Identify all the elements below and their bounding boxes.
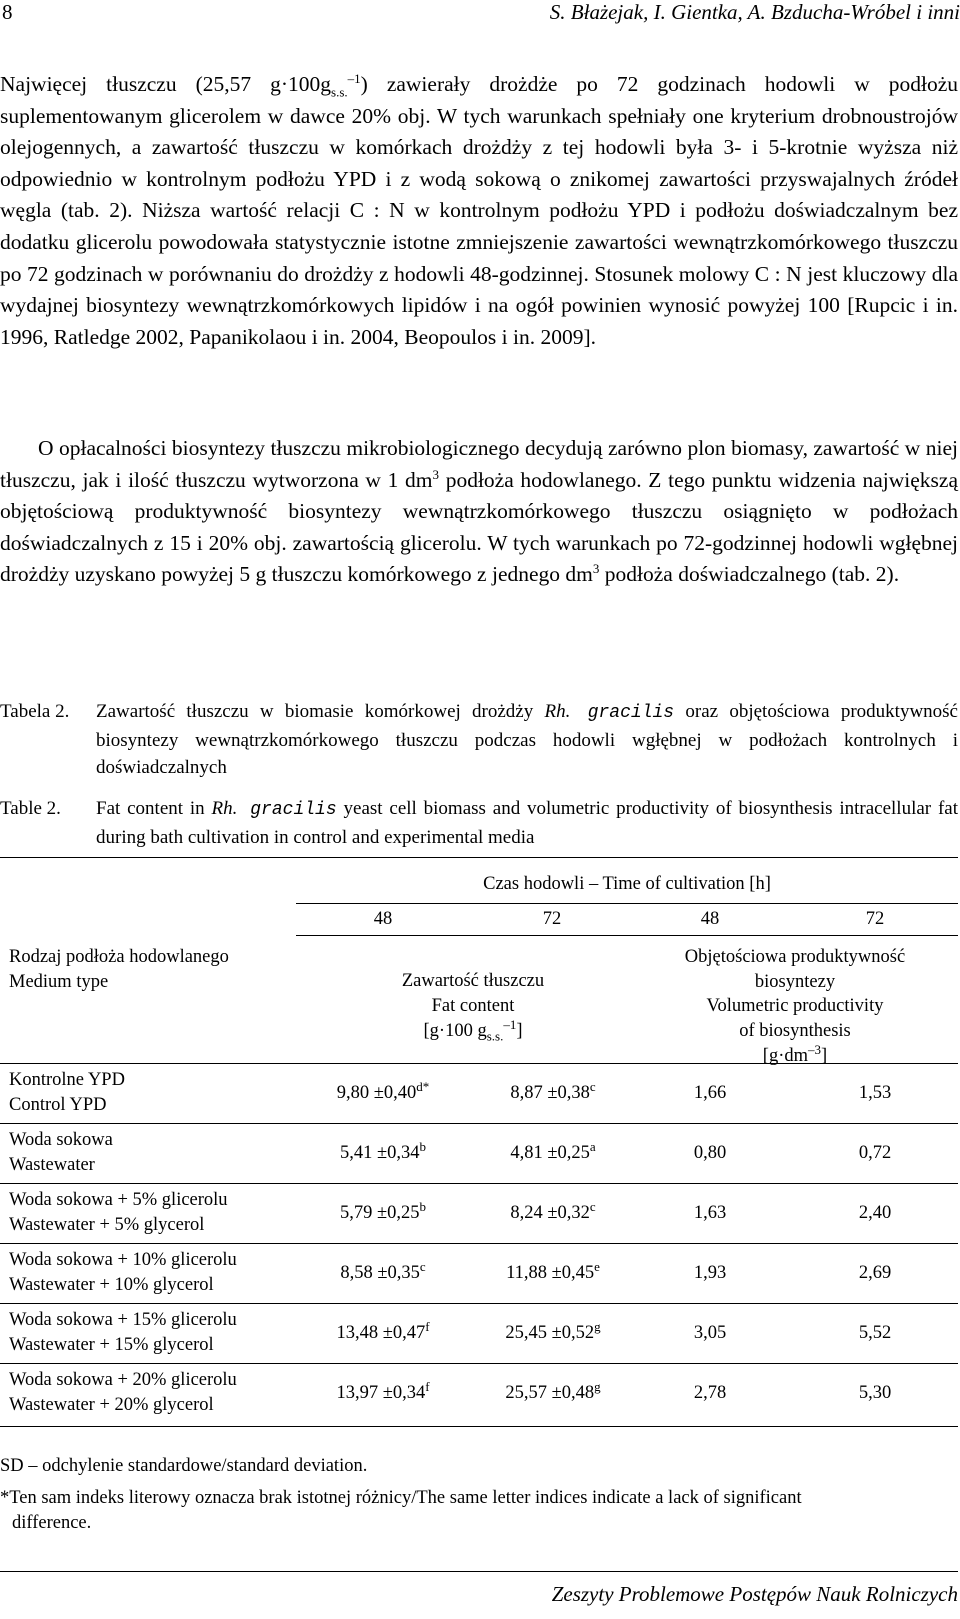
fat-header-l1: Zawartość tłuszczu [401, 971, 545, 991]
times-rule [296, 935, 958, 936]
row-prod-72: 1,53 [858, 1083, 892, 1103]
row-fat-72: 11,88 ±0,45$^e$ [506, 1258, 600, 1283]
journal-footer: Zeszyty Problemowe Postępów Nauk Rolniczych [551, 1582, 958, 1606]
row-prod-48: 1,66 [693, 1083, 727, 1103]
row-medium-pl: Woda sokowa [9, 1130, 113, 1150]
footer-rule [0, 1571, 958, 1572]
prod-header-l2: biosyntezy [754, 972, 836, 992]
row-fat-48: 8,58 ±0,35$^c$ [340, 1258, 426, 1283]
time-header-rule [296, 903, 958, 904]
row-prod-48: 0,80 [693, 1143, 727, 1163]
paragraph-2: O opłacalności biosyntezy tłuszczu mikrobiologicznego decydują zarówno plon biomasy, zawartość w niej tłuszczu, jak i ilość tłuszczu wytworzona w 1 $dm^3$ podłoża hodowlanego. Z tego punktu widzenia największą objętościową produktywność biosyntezy wewnątrzkomórkowego tłuszczu osiągnięto w podłożach doświadczalnych z 15 i 20% obj. zawartością glicerolu. W tych warunkach po 72-godzinnej hodowli wgłębnej drożdży uzyskano powyżej 5 g tłuszczu komórkowego z jednego $dm^3$ podłoża doświadczalnego (tab. 2). [0, 436, 958, 587]
row-fat-72: 8,24 ±0,32$^c$ [510, 1198, 596, 1223]
row-medium-en: Wastewater + 20% glycerol [9, 1395, 214, 1415]
row-prod-48: 1,63 [693, 1203, 727, 1223]
row-fat-48: 13,48 ±0,47$^f$ [336, 1318, 430, 1343]
row-prod-72: 2,40 [858, 1203, 892, 1223]
row-prod-48: 3,05 [693, 1323, 727, 1343]
page-number: 8 [2, 0, 13, 24]
medium-header-pl: Rodzaj podłoża hodowlanego [9, 947, 229, 967]
prod-header-l4: of biosynthesis [739, 1021, 851, 1041]
row-fat-48: 5,79 ±0,25$^b$ [339, 1198, 427, 1223]
time-prod-72: 72 [865, 909, 885, 929]
row-prod-48: 1,93 [693, 1263, 727, 1283]
row-medium-pl: Woda sokowa + 15% glicerolu [9, 1310, 237, 1330]
time-fat-48: 48 [373, 909, 393, 929]
row-prod-72: 0,72 [858, 1143, 892, 1163]
row-medium-en: Wastewater + 15% glycerol [9, 1335, 214, 1355]
fat-header-unit: [g·100 $g_{s.s.}^{-1}$] [423, 1016, 523, 1044]
row-fat-72: 25,45 ±0,52$^g$ [505, 1318, 601, 1343]
row-fat-72: 25,57 ±0,48$^g$ [505, 1378, 601, 1403]
row-medium-pl: Kontrolne YPD [9, 1070, 125, 1090]
running-head-authors: S. Błażejak, I. Gientka, A. Bzducha-Wróbel i inni [549, 0, 960, 24]
prod-header-l1: Objętościowa produktywność [684, 947, 906, 967]
table-top-rule [0, 857, 958, 858]
row-fat-72: 4,81 ±0,25$^a$ [510, 1138, 596, 1163]
row-prod-72: 5,52 [858, 1323, 892, 1343]
row-fat-48: 13,97 ±0,34$^f$ [336, 1378, 430, 1403]
time-prod-48: 48 [700, 909, 720, 929]
row-medium-pl: Woda sokowa + 10% glicerolu [9, 1250, 237, 1270]
row-prod-72: 2,69 [858, 1263, 892, 1283]
table-bottom-rule [0, 1426, 958, 1427]
row-medium-pl: Woda sokowa + 5% glicerolu [9, 1190, 228, 1210]
row-prod-72: 5,30 [858, 1383, 892, 1403]
prod-header-l3: Volumetric productivity [706, 996, 884, 1016]
row-fat-72: 8,87 ±0,38$^c$ [510, 1078, 596, 1103]
note-letters-l2: difference. [12, 1513, 92, 1533]
row-medium-en: Wastewater + 10% glycerol [9, 1275, 214, 1295]
row-rule-3 [0, 1243, 958, 1244]
time-header: Czas hodowli – Time of cultivation [h] [483, 874, 771, 894]
page: 8 S. Błażejak, I. Gientka, A. Bzducha-Wróbel i inni Najwięcej tłuszczu (25,57 $g\cdot 100g_{s.s.}^{-1}$) zawierały drożdże po 72 godzinach hodowli w podłożu suplementowanym glicerolem w dawce 20% obj. W tych warunkach spełniały one kryterium drobnoustrojów olejogennych, a zawartość tłuszczu w komórkach drożdży z tej hodowli była 3- i 5-krotnie wyższa niż odpowiednio w kontrolnym podłożu YPD i z wodą sokową o znikomej zawartości przyswajalnych źródeł węgla (tab. 2). Niższa wartość relacji C : N w kontrolnym podłożu YPD i podłożu doświadczalnym bez dodatku glicerolu powodowała statystycznie istotne zmniejszenie zawartości wewnątrzkomórkowego tłuszczu po 72 godzinach w porównaniu do drożdży z hodowli 48-godzinnej. Stosunek molowy C : N jest kluczowy dla wydajnej biosyntezy wewnątrzkomórkowych lipidów i na ogół powinien wynosić powyżej 100 [Rupcic i in. 1996, Ratledge 2002, Papanikolaou i in. 2004, Beopoulos i in. 2009]. O opłacalności biosyntezy tłuszczu mikrobiologicznego decydują zarówno plon biomasy, zawartość w niej tłuszczu, jak i ilość tłuszczu wytworzona w 1 $dm^3$ podłoża hodowlanego. Z tego punktu widzenia największą objętościową produktywność biosyntezy wewnątrzkomórkowego tłuszczu osiągnięto w podłożach doświadczalnych z 15 i 20% obj. zawartością glicerolu. W tych warunkach po 72-godzinnej hodowli wgłębnej drożdży uzyskano powyżej 5 g tłuszczu komórkowego z jednego $dm^3$ podłoża doświadczalnego (tab. 2). Tabela 2. Zawartość tłuszczu w biomasie komórkowej drożdży Rh. gracilis oraz objętościowa produktywność biosyntezy wewnątrzkomórkowego tłuszczu podczas hodowli wgłębnej w podłożach kontrolnych i doświadczalnych Table 2. Fat content in Rh. gracilis yeast cell biomass and volumetric productivity of biosynthesis intracellular fat during bath cultivation in control and experimental media Czas hodowli – Time of cultivation [h] 48 72 48 72 Rodzaj podłoża hodowlanego Medium type Zawartość tłuszczu Fat content [g·100 $g_{s.s.}^{-1}$] Objętościowa produktywność biosyntezy Volumetric productivity of biosynthesis $[g\cdot dm^{-3}]$ Kontrolne YPD Control YPD $9,80 \pm 0,40^{d*}$ 8,87 ±0,38$^c$ 1,66 1,53 Woda sokowa Wastewater 5,41 ±0,34$^b$ 4,81 ±0,25$^a$ 0,80 0,72 Woda sokowa + 5% glicerolu Wastewater + 5% glycerol 5,79 ±0,25$^b$ 8,24 ±0,32$^c$ 1,63 2,40 Woda sokowa + 10% glicerolu Wastewater + 10% glycerol 8,58 ±0,35$^c$ 11,88 ±0,45$^e$ 1,93 2,69 Woda sokowa + 15% glicerolu Wastewater + 15% glycerol 13,48 ±0,47$^f$ 25,45 ±0,52$^g$ 3,05 5,52 Woda sokowa + 20% glicerolu Wastewater + 20% glycerol 13,97 ±0,34$^f$ 25,57 ±0,48$^g$ 2,78 5,30 SD – odchylenie standardowe/standard deviation. *Ten sam indeks literowy oznacza brak istotnej różnicy/The same letter indices indicate a lack of significant difference. Zeszyty Problemowe Postępów Nauk Rolniczych [0, 0, 960, 1606]
row-rule-2 [0, 1183, 958, 1184]
medium-header-en: Medium type [9, 972, 109, 992]
time-fat-72: 72 [542, 909, 562, 929]
row-rule-5 [0, 1363, 958, 1364]
row-medium-pl: Woda sokowa + 20% glicerolu [9, 1370, 237, 1390]
note-letters-l1: *Ten sam indeks literowy oznacza brak istotnej różnicy/The same letter indices indicate a lack of significant [0, 1488, 802, 1508]
paragraph-1: Najwięcej tłuszczu (25,57 $g\cdot 100g_{s.s.}^{-1}$) zawierały drożdże po 72 godzinach hodowli w podłożu suplementowanym glicerolem w dawce 20% obj. W tych warunkach spełniały one kryterium drobnoustrojów olejogennych, a zawartość tłuszczu w komórkach drożdży z tej hodowli była 3- i 5-krotnie wyższa niż odpowiednio w kontrolnym podłożu YPD i z wodą sokową o znikomej zawartości przyswajalnych źródeł węgla (tab. 2). Niższa wartość relacji C : N w kontrolnym podłożu YPD i podłożu doświadczalnym bez dodatku glicerolu powodowała statystycznie istotne zmniejszenie zawartości wewnątrzkomórkowego tłuszczu po 72 godzinach w porównaniu do drożdży z hodowli 48-godzinnej. Stosunek molowy C : N jest kluczowy dla wydajnej biosyntezy wewnątrzkomórkowych lipidów i na ogół powinien wynosić powyżej 100 [Rupcic i in. 1996, Ratledge 2002, Papanikolaou i in. 2004, Beopoulos i in. 2009]. [0, 70, 959, 349]
prod-header-unit: $[g\cdot dm^{-3}]$ [762, 1041, 828, 1066]
row-prod-48: 2,78 [693, 1383, 727, 1403]
row-fat-48: $9,80 \pm 0,40^{d*}$ [336, 1078, 430, 1103]
row-medium-en: Wastewater + 5% glycerol [9, 1215, 205, 1235]
row-medium-en: Control YPD [9, 1095, 107, 1115]
fat-header-l2: Fat content [431, 996, 515, 1016]
row-rule-1 [0, 1123, 958, 1124]
row-rule-4 [0, 1303, 958, 1304]
row-medium-en: Wastewater [9, 1155, 95, 1175]
note-sd: SD – odchylenie standardowe/standard deviation. [0, 1456, 368, 1476]
row-fat-48: 5,41 ±0,34$^b$ [339, 1138, 427, 1163]
